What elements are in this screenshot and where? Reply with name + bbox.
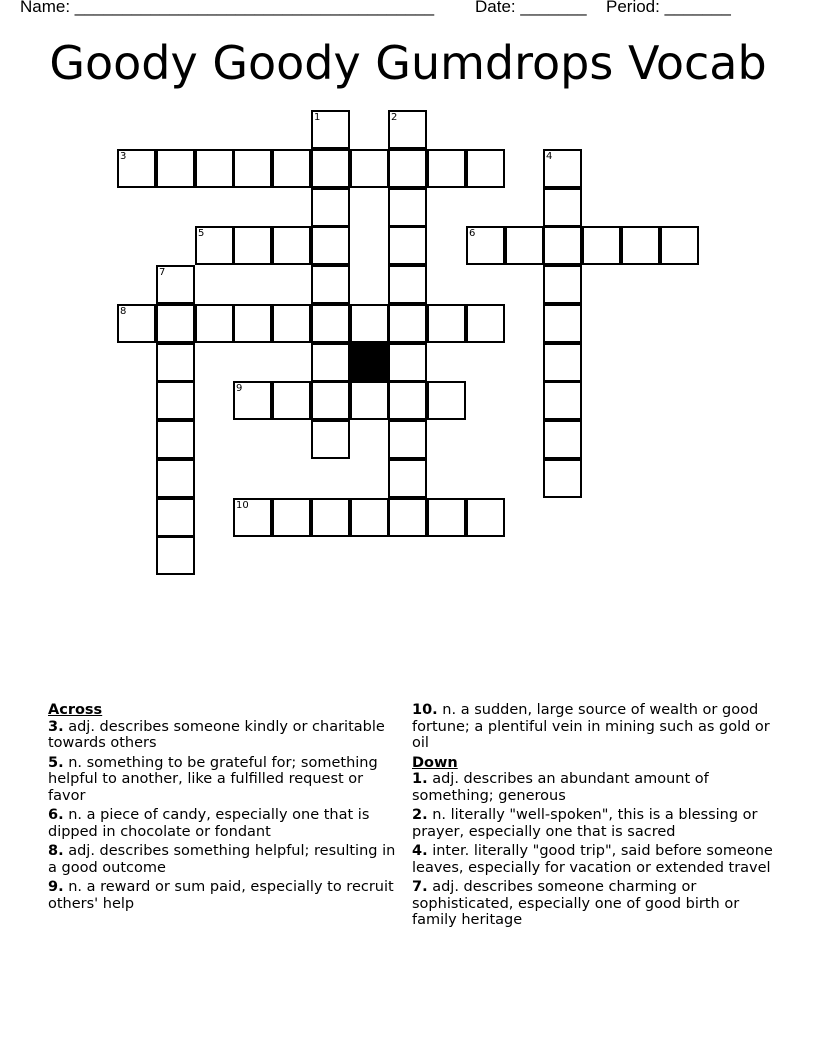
grid-cell[interactable] bbox=[505, 226, 544, 265]
grid-cell[interactable] bbox=[311, 343, 350, 382]
grid-cell[interactable] bbox=[350, 304, 389, 343]
grid-cell[interactable] bbox=[195, 149, 234, 188]
grid-cell[interactable] bbox=[233, 149, 272, 188]
grid-cell[interactable] bbox=[233, 304, 272, 343]
grid-cell[interactable] bbox=[582, 226, 621, 265]
clue-across-5: 5. n. something to be grateful for; something helpful to another, like a fulfilled request or favor bbox=[48, 754, 378, 804]
grid-cell[interactable] bbox=[388, 343, 427, 382]
grid-cell[interactable] bbox=[156, 498, 195, 537]
grid-cell[interactable] bbox=[466, 304, 505, 343]
grid-cell[interactable] bbox=[272, 226, 311, 265]
clue-number: 3 bbox=[120, 151, 127, 162]
grid-cell[interactable] bbox=[466, 498, 505, 537]
grid-cell[interactable] bbox=[311, 420, 350, 459]
grid-cell[interactable] bbox=[621, 226, 660, 265]
clue-down-1: 1. adj. describes an abundant amount of something; generous bbox=[412, 771, 709, 804]
grid-cell[interactable] bbox=[156, 149, 195, 188]
clue-number: 9 bbox=[236, 383, 243, 394]
grid-cell[interactable] bbox=[311, 149, 350, 188]
grid-cell[interactable] bbox=[117, 149, 156, 188]
grid-cell[interactable] bbox=[311, 498, 350, 537]
grid-cell[interactable] bbox=[543, 149, 582, 188]
grid-cell[interactable] bbox=[466, 149, 505, 188]
grid-cell[interactable] bbox=[388, 304, 427, 343]
grid-cell[interactable] bbox=[388, 381, 427, 420]
clue-across-3: 3. adj. describes someone kindly or charitable towards others bbox=[48, 718, 385, 751]
grid-cell[interactable] bbox=[272, 149, 311, 188]
grid-cell[interactable] bbox=[427, 381, 466, 420]
grid-cell[interactable] bbox=[156, 381, 195, 420]
grid-cell[interactable] bbox=[388, 420, 427, 459]
grid-cell[interactable] bbox=[311, 110, 350, 149]
down-heading: Down bbox=[412, 754, 458, 771]
grid-cell[interactable] bbox=[543, 420, 582, 459]
grid-cell[interactable] bbox=[272, 381, 311, 420]
grid-cell[interactable] bbox=[388, 188, 427, 227]
grid-cell[interactable] bbox=[388, 149, 427, 188]
grid-cell[interactable] bbox=[117, 304, 156, 343]
grid-cell[interactable] bbox=[156, 536, 195, 575]
clue-number: 7 bbox=[159, 267, 166, 278]
date-field[interactable]: Date: _______ bbox=[475, 0, 587, 16]
grid-cell[interactable] bbox=[427, 498, 466, 537]
grid-cell[interactable] bbox=[156, 343, 195, 382]
grid-cell[interactable] bbox=[233, 381, 272, 420]
black-square bbox=[350, 343, 389, 382]
grid-cell[interactable] bbox=[388, 110, 427, 149]
grid-cell[interactable] bbox=[427, 149, 466, 188]
clue-down-4: 4. inter. literally "good trip", said before someone leaves, especially for vacation or extended travel bbox=[412, 843, 773, 876]
clues-right-column bbox=[412, 702, 777, 932]
clue-number: 5 bbox=[198, 228, 205, 239]
grid-cell[interactable] bbox=[311, 188, 350, 227]
grid-cell[interactable] bbox=[543, 226, 582, 265]
grid-cell[interactable] bbox=[543, 381, 582, 420]
grid-cell[interactable] bbox=[350, 149, 389, 188]
grid-cell[interactable] bbox=[388, 265, 427, 304]
page-title: Goody Goody Gumdrops Vocab bbox=[49, 36, 767, 90]
across-heading: Across bbox=[48, 702, 103, 718]
grid-cell[interactable] bbox=[311, 304, 350, 343]
clue-across-9: 9. n. a reward or sum paid, especially to recruit others' help bbox=[48, 879, 394, 912]
clue-across-8: 8. adj. describes something helpful; resulting in a good outcome bbox=[48, 843, 396, 876]
grid-cell[interactable] bbox=[233, 498, 272, 537]
grid-cell[interactable] bbox=[156, 304, 195, 343]
grid-cell[interactable] bbox=[543, 343, 582, 382]
grid-cell[interactable] bbox=[660, 226, 699, 265]
grid-cell[interactable] bbox=[311, 381, 350, 420]
grid-cell[interactable] bbox=[388, 498, 427, 537]
grid-cell[interactable] bbox=[350, 381, 389, 420]
grid-cell[interactable] bbox=[388, 459, 427, 498]
clue-number: 8 bbox=[120, 306, 127, 317]
grid-cell[interactable] bbox=[156, 459, 195, 498]
grid-cell[interactable] bbox=[350, 498, 389, 537]
grid-cell[interactable] bbox=[543, 188, 582, 227]
grid-cell[interactable] bbox=[195, 304, 234, 343]
grid-cell[interactable] bbox=[311, 226, 350, 265]
clue-across-10: 10. n. a sudden, large source of wealth or good fortune; a plentiful vein in mining such as gold or oil bbox=[412, 702, 770, 751]
grid-cell[interactable] bbox=[272, 304, 311, 343]
clue-down-7: 7. adj. describes someone charming or sophisticated, especially one of good birth or family heritage bbox=[412, 879, 740, 928]
clues-left-column bbox=[48, 702, 398, 915]
clue-down-2: 2. n. literally "well-spoken", this is a blessing or prayer, especially one that is sacred bbox=[412, 807, 758, 840]
clue-number: 10 bbox=[236, 500, 249, 511]
grid-cell[interactable] bbox=[543, 459, 582, 498]
grid-cell[interactable] bbox=[156, 265, 195, 304]
grid-cell[interactable] bbox=[543, 265, 582, 304]
period-field[interactable]: Period: _______ bbox=[606, 0, 731, 16]
grid-cell[interactable] bbox=[195, 226, 234, 265]
grid-cell[interactable] bbox=[272, 498, 311, 537]
clue-number: 4 bbox=[546, 151, 553, 162]
grid-cell[interactable] bbox=[311, 265, 350, 304]
grid-cell[interactable] bbox=[466, 226, 505, 265]
grid-cell[interactable] bbox=[156, 420, 195, 459]
clue-across-6: 6. n. a piece of candy, especially one that is dipped in chocolate or fondant bbox=[48, 807, 370, 840]
grid-cell[interactable] bbox=[427, 304, 466, 343]
grid-cell[interactable] bbox=[233, 226, 272, 265]
clue-number: 1 bbox=[314, 112, 321, 123]
clue-number: 2 bbox=[391, 112, 398, 123]
grid-cell[interactable] bbox=[388, 226, 427, 265]
name-field[interactable]: Name: ______________________________________ bbox=[20, 0, 435, 16]
grid-cell[interactable] bbox=[543, 304, 582, 343]
clue-number: 6 bbox=[469, 228, 476, 239]
